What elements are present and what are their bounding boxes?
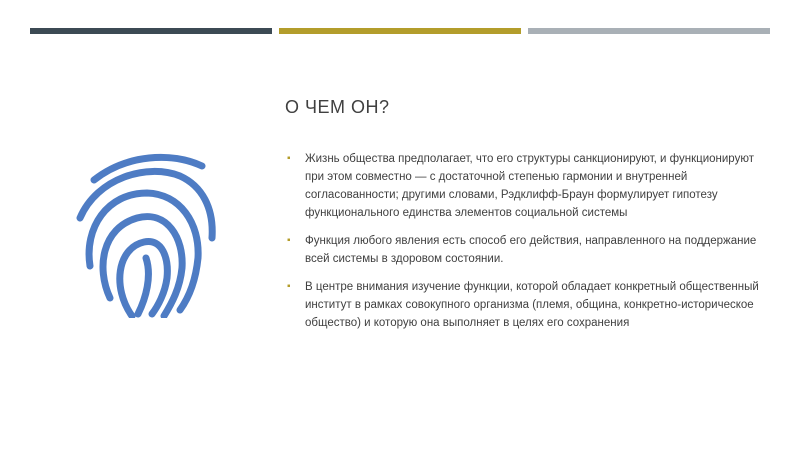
top-bar-gold (279, 28, 521, 34)
fingerprint-icon (72, 148, 220, 318)
bullet-marker-icon: ▪ (287, 153, 291, 164)
bullet-marker-icon: ▪ (287, 281, 291, 292)
slide-title: О ЧЕМ ОН? (285, 97, 390, 117)
bullet-text: Жизнь общества предполагает, что его структуры санкционируют, и функционируют при этом совместно — с достаточной степенью гармонии и внутренней согласованности; другими словами, Рэдклифф-Браун формулирует гипотезу функционального единства элементов социальной системы (305, 153, 754, 219)
bullet-text: В центре внимания изучение функции, которой обладает конкретный общественный институт в рамках совокупного организма (племя, община, конкретно-историческое общество) и которую она выполняет в целях его сохранения (305, 281, 759, 329)
decorative-top-bars (30, 28, 770, 34)
top-bar-gray (528, 28, 770, 34)
bullet-item-3 (285, 278, 760, 332)
top-bar-dark (30, 28, 272, 34)
bullet-marker-icon: ▪ (287, 235, 291, 246)
bullet-item-2 (285, 232, 760, 268)
bullet-text: Функция любого явления есть способ его действия, направленного на поддержание всей системы в здоровом состоянии. (305, 235, 757, 265)
bullet-list (285, 150, 760, 342)
bullet-item-1 (285, 150, 760, 222)
